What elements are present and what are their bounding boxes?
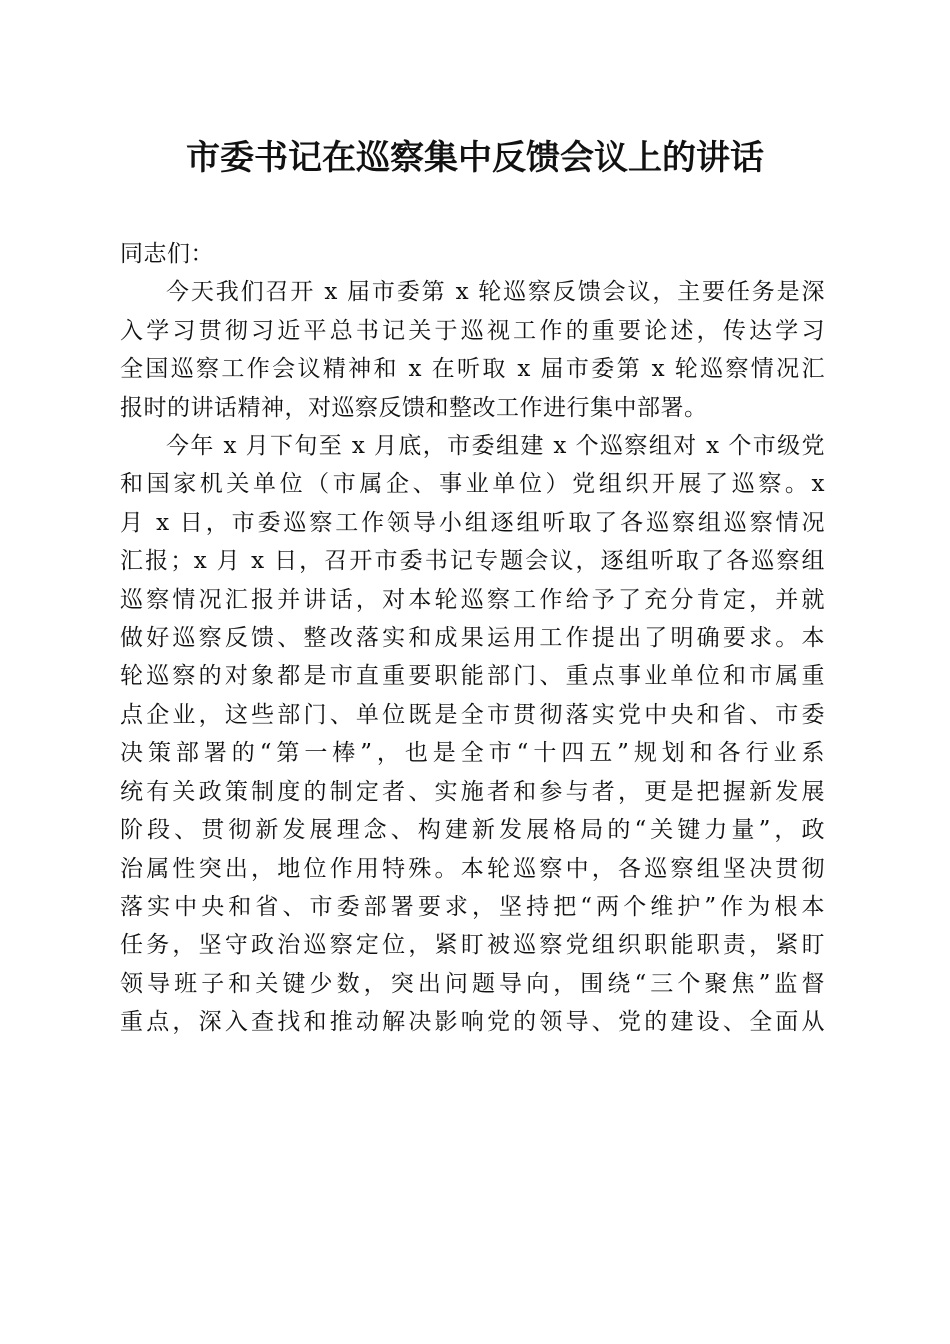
paragraph-line: 轮巡察的对象都是市直重要职能部门、重点事业单位和市属重 (120, 663, 825, 690)
paragraph-line: 和国家机关单位（市属企、事业单位）党组织开展了巡察。x (120, 471, 825, 498)
paragraph-line: 报时的讲话精神，对巡察反馈和整改工作进行集中部署。 (120, 394, 708, 421)
paragraph-line: 领导班子和关键少数，突出问题导向，围绕“三个聚焦”监督 (120, 970, 825, 997)
paragraph-line: 统有关政策制度的制定者、实施者和参与者，更是把握新发展 (120, 778, 825, 805)
document-body (120, 235, 825, 1042)
paragraph-line: 全国巡察工作会议精神和 x 在听取 x 届市委第 x 轮巡察情况汇 (120, 356, 825, 383)
paragraph-line: 做好巡察反馈、整改落实和成果运用工作提出了明确要求。本 (120, 625, 825, 652)
paragraph-line: 重点，深入查找和推动解决影响党的领导、党的建设、全面从 (120, 1009, 825, 1036)
paragraph-line: 入学习贯彻习近平总书记关于巡视工作的重要论述，传达学习 (120, 317, 825, 344)
paragraph-line: 点企业，这些部门、单位既是全市贯彻落实党中央和省、市委 (120, 701, 825, 728)
paragraph-line: 治属性突出，地位作用特殊。本轮巡察中，各巡察组坚决贯彻 (120, 855, 825, 882)
paragraph-1 (120, 273, 825, 427)
salutation: 同志们： (120, 241, 214, 267)
paragraph-line: 汇报；x 月 x 日，召开市委书记专题会议，逐组听取了各巡察组 (120, 548, 825, 575)
paragraph-line: 今年 x 月下旬至 x 月底，市委组建 x 个巡察组对 x 个市级党 (166, 433, 825, 460)
paragraph-line: 今天我们召开 x 届市委第 x 轮巡察反馈会议，主要任务是深 (166, 279, 825, 306)
paragraph-line: 阶段、贯彻新发展理念、构建新发展格局的“关键力量”，政 (120, 817, 825, 844)
paragraph-2 (120, 427, 825, 1042)
paragraph-line: 月 x 日，市委巡察工作领导小组逐组听取了各巡察组巡察情况 (120, 509, 825, 536)
document-title: 市委书记在巡察集中反馈会议上的讲话 (186, 138, 764, 178)
paragraph-line: 决策部署的“第一棒”，也是全市“十四五”规划和各行业系 (120, 740, 825, 767)
paragraph-line: 巡察情况汇报并讲话，对本轮巡察工作给予了充分肯定，并就 (120, 586, 825, 613)
paragraph-line: 落实中央和省、市委部署要求，坚持把“两个维护”作为根本 (120, 893, 825, 920)
paragraph-line: 任务，坚守政治巡察定位，紧盯被巡察党组织职能职责，紧盯 (120, 932, 825, 959)
